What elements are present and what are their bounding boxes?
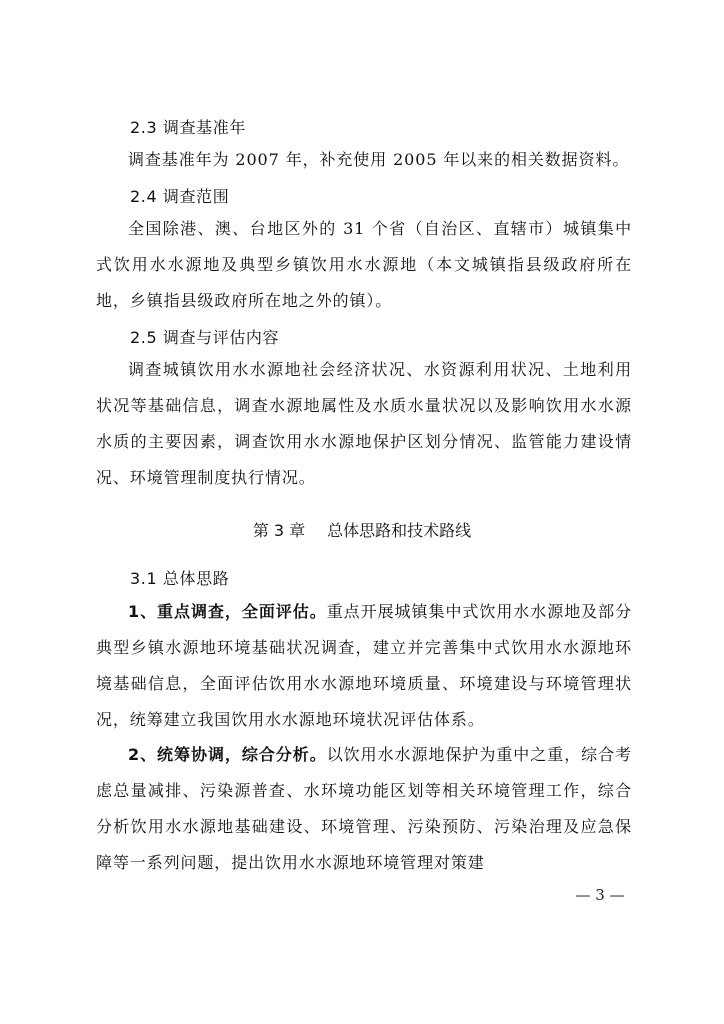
section-heading-2-4: 2.4 调查范围: [130, 187, 230, 206]
paragraph-survey-base-year: 调查基准年为 2007 年，补充使用 2005 年以来的相关数据资料。: [128, 150, 630, 169]
section-heading-3-1: 3.1 总体思路: [130, 569, 230, 588]
principle-1-text: 重点开展城镇集中式饮用水水源地及部分典型乡镇水源地环境基础状况调查，建立并完善集中式饮用水水源地环境基础信息，全面评估饮用水水源地环境质量、环境建设与环境管理状况，统筹建立我国饮用水水源地环境状况评估体系。: [96, 602, 632, 729]
principle-1-lead: 1、重点调查，全面评估。: [128, 602, 327, 621]
chapter-number: 第 3 章: [252, 521, 306, 540]
principle-2-lead: 2、统筹协调，综合分析。: [128, 745, 327, 764]
page-number: — 3 —: [575, 886, 625, 904]
section-heading-2-5: 2.5 调查与评估内容: [130, 328, 280, 347]
paragraph-principle-2: [96, 737, 632, 881]
paragraph-survey-content: 调查城镇饮用水水源地社会经济状况、水资源利用状况、土地利用状况等基础信息，调查水源地属性及水质水量状况以及影响饮用水水源水质的主要因素，调查饮用水水源地保护区划分情况、监管能力建设情况、环境管理制度执行情况。: [96, 360, 632, 487]
principle-2-text: 以饮用水水源地保护为重中之重，综合考虑总量减排、污染源普查、水环境功能区划等相关环境管理工作，综合分析饮用水水源地基础建设、环境管理、污染预防、污染治理及应急保障等一系列问题，提出饮用水水源地环境管理对策建: [96, 745, 632, 872]
chapter-title: [0, 521, 724, 541]
paragraph-survey-scope: 全国除港、澳、台地区外的 31 个省（自治区、直辖市）城镇集中式饮用水水源地及典型乡镇饮用水水源地（本文城镇指县级政府所在地，乡镇指县级政府所在地之外的镇）。: [96, 219, 632, 310]
section-heading-2-3: 2.3 调查基准年: [130, 118, 246, 137]
chapter-name: 总体思路和技术路线: [327, 521, 472, 540]
paragraph-principle-1: [96, 594, 632, 738]
